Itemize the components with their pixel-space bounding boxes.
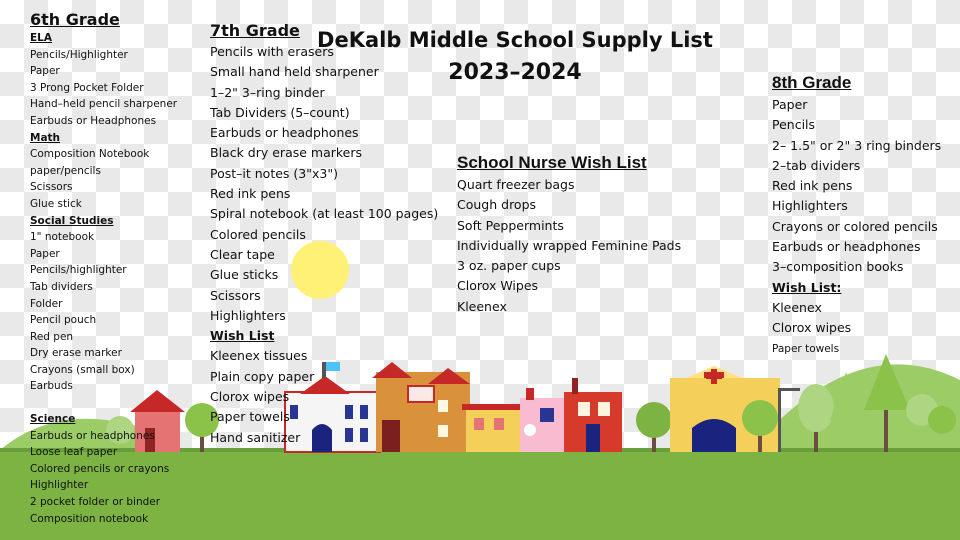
list-item: Tab dividers [30, 280, 93, 293]
list-item: Earbuds or headphones [210, 125, 359, 141]
list-item: Colored pencils [210, 226, 306, 242]
list-item: Paper towels [210, 409, 290, 425]
grade8-column [772, 71, 941, 359]
list-item: 2–tab dividers [772, 157, 861, 173]
list-item: Pencils [772, 117, 816, 133]
list-item: Pencils/Highlighter [30, 48, 128, 61]
grade8-heading: 8th Grade [772, 73, 852, 92]
list-item: Paper [30, 65, 60, 78]
list-item: Scissors [210, 287, 261, 303]
list-item: Soft Peppermints [457, 217, 564, 233]
page-title: DeKalb Middle School Supply List [317, 28, 713, 52]
list-item: Glue stick [30, 197, 82, 210]
list-item: Highlighter [30, 479, 89, 492]
grade6-column [30, 10, 177, 527]
list-item: 2– 1.5" or 2" 3 ring binders [772, 137, 942, 153]
list-item: Earbuds [30, 380, 73, 393]
list-item: Paper [772, 97, 808, 112]
list-item: Folder [30, 297, 63, 310]
list-item: Red pen [30, 330, 74, 343]
list-item: 1–2" 3–ring binder [210, 84, 325, 100]
list-item: 1" notebook [30, 231, 95, 244]
grade7-wish-heading: Wish List [210, 328, 275, 344]
grade6-section-math: Math [30, 131, 61, 144]
grade6-section-science: Science [30, 413, 76, 426]
list-item: Earbuds or headphones [772, 239, 921, 255]
list-item: 2 pocket folder or binder [30, 496, 161, 509]
list-item: Clear tape [210, 246, 275, 262]
list-item: Composition Notebook [30, 148, 150, 161]
list-item: 3 Prong Pocket Folder [30, 81, 144, 94]
list-item: Clorox wipes [210, 389, 290, 405]
red-building [564, 378, 622, 452]
list-item: Red ink pens [210, 186, 291, 202]
grade7-column [210, 20, 438, 448]
yellow-small-building [462, 404, 528, 452]
list-item: Kleenex [772, 299, 822, 315]
list-item: Tab Dividers (5–count) [210, 104, 350, 120]
list-item: Hand sanitizer [210, 429, 301, 445]
list-item: Cough drops [457, 197, 537, 213]
grade8-wish-heading: Wish List: [772, 279, 842, 295]
trees-middle [636, 402, 672, 452]
list-item: Highlighters [772, 198, 848, 214]
pink-building [520, 388, 568, 452]
list-item: Kleenex [457, 298, 507, 314]
nurse-heading: School Nurse Wish List [457, 153, 647, 172]
list-item: Earbuds or headphones [30, 429, 155, 442]
list-item: Loose leaf paper [30, 446, 118, 459]
list-item: Clorox wipes [772, 320, 852, 336]
list-item: Composition notebook [30, 512, 149, 525]
list-item: Red ink pens [772, 178, 853, 194]
list-item: Scissors [30, 181, 73, 194]
list-item: Post–it notes (3"x3") [210, 165, 338, 181]
list-item: Highlighters [210, 307, 286, 323]
list-item: Crayons or colored pencils [772, 218, 938, 234]
list-item: 3 oz. paper cups [457, 258, 561, 274]
list-item: Pencil pouch [30, 314, 97, 327]
list-item: Glue sticks [210, 267, 279, 283]
list-item: 3–composition books [772, 259, 904, 275]
list-item: Plain copy paper [210, 368, 315, 384]
list-item: Pencils with erasers [210, 44, 334, 59]
grade6-heading: 6th Grade [30, 10, 120, 29]
list-item: Clorox Wipes [457, 278, 539, 294]
grade6-section-ela: ELA [30, 32, 52, 44]
list-item: Kleenex tissues [210, 348, 308, 364]
list-item: Individually wrapped Feminine Pads [457, 237, 682, 253]
spacer [30, 395, 177, 411]
list-item: Hand–held pencil sharpener [30, 98, 178, 111]
grade6-section-social-studies: Social Studies [30, 214, 114, 227]
school-year: 2023–2024 [448, 60, 582, 85]
list-item: Paper towels [772, 342, 840, 355]
list-item: Spiral notebook (at least 100 pages) [210, 206, 439, 222]
list-item: Paper [30, 247, 60, 260]
list-item: Black dry erase markers [210, 145, 363, 161]
list-item: Dry erase marker [30, 347, 122, 360]
grade7-heading: 7th Grade [210, 21, 300, 40]
list-item: paper/pencils [30, 164, 101, 177]
list-item: Colored pencils or crayons [30, 462, 170, 475]
list-item: Quart freezer bags [457, 177, 575, 192]
list-item: Crayons (small box) [30, 363, 135, 376]
nurse-column [457, 151, 681, 317]
list-item: Pencils/highlighter [30, 264, 127, 277]
list-item: Earbuds or Headphones [30, 114, 157, 127]
list-item: Small hand held sharpener [210, 64, 379, 80]
